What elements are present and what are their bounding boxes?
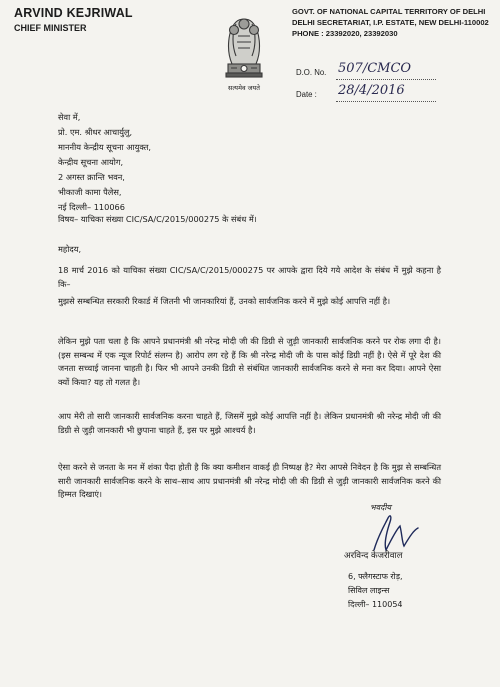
sender-title: CHIEF MINISTER	[14, 23, 87, 33]
date-underline	[336, 101, 436, 102]
recipient-line: 2 अगस्त क्रान्ति भवन,	[58, 172, 125, 182]
office-line: GOVT. OF NATIONAL CAPITAL TERRITORY OF DELHI	[292, 7, 486, 16]
date-value: 28/4/2016	[338, 83, 405, 98]
recipient-line: नई दिल्ली– 110066	[58, 202, 125, 212]
salutation: महोदय,	[58, 244, 82, 254]
closing-salutation: भवदीय	[370, 503, 392, 512]
recipient-line: सेवा में,	[58, 112, 81, 122]
office-line: PHONE : 23392020, 23392030	[292, 29, 398, 38]
paragraph: आप मेरी तो सारी जानकारी सार्वजनिक करना चाहते हैं, जिसमें मुझे कोई आपत्ति नहीं है। लेकिन प्रधानमंत्री श्री नरेन्द्र मोदी जी की डिग्री से जुड़ी जानकारी भी छुपाना चाहते हैं, इस पर मुझे आश्चर्य है।	[58, 411, 441, 435]
sender-home-address	[348, 570, 403, 612]
subject-line: विषय– याचिका संख्या CIC/SA/C/2015/000275 के संबंध में।	[58, 214, 257, 224]
recipient-line: केन्द्रीय सूचना आयोग,	[58, 157, 124, 167]
state-emblem-icon	[212, 6, 276, 94]
paragraph: ऐसा करने से जनता के मन में शंका पैदा होती है कि क्या कमीशन वाकई ही निष्पक्ष है? मेरा आपसे निवेदन है कि मुझ से सम्बन्धित सारी जानकारी सार्वजनिक करने के साथ–साथ आप प्रधानमंत्री श्री नरेन्द्र मोदी जी की डिग्री से जुड़ी जानकारी सार्वजनिक करने की हिम्मत दिखाएं।	[58, 462, 441, 499]
address-line: दिल्ली– 110054	[348, 600, 403, 609]
recipient-line: माननीय केन्द्रीय सूचना आयुक्त,	[58, 142, 151, 152]
signer-name: अरविन्द केजरीवाल	[344, 551, 403, 561]
office-address	[292, 6, 492, 39]
sender-name: ARVIND KEJRIWAL	[14, 6, 133, 20]
address-line: सिविल लाइन्स	[348, 586, 390, 595]
date-label: Date :	[296, 90, 317, 99]
paragraph: मुझसे सम्बन्धित सरकारी रिकार्ड में जितनी भी जानकारियां हैं, उनको सार्वजनिक करने में मुझे कोई आपत्ति नहीं है।	[58, 296, 391, 306]
paragraph: लेकिन मुझे पता चला है कि आपने प्रधानमंत्री श्री नरेन्द्र मोदी जी की डिग्री से जुड़ी जानकारी सार्वजनिक करने पर रोक लगा दी है। (इस सम्बन्ध में एक न्यूज रिपोर्ट संलग्न है) आरोप लग रहे हैं कि श्री नरेन्द्र मोदी जी के पास कोई डिग्री नहीं है। ऐसे में पूरे देश की जनता सच्चाई जानना चाहती है। फिर भी आपने उनकी डिग्री से संबंधित जानकारी सार्वजनिक करने से मना कर दिया। आपने ऐसा क्यों किया? यह तो गलत है।	[58, 336, 441, 387]
do-number-label: D.O. No.	[296, 68, 327, 77]
emblem-motto: सत्यमेव जयते	[228, 84, 260, 92]
office-line: DELHI SECRETARIAT, I.P. ESTATE, NEW DELHI-110002	[292, 18, 489, 27]
recipient-line: प्रो. एम. श्रीधर आचार्युलु,	[58, 127, 133, 137]
paragraph: 18 मार्च 2016 को याचिका संख्या CIC/SA/C/2015/000275 पर आपके द्वारा दिये गये आदेश के संबंध में मुझे कहना है कि–	[58, 265, 441, 289]
recipient-address	[58, 110, 151, 215]
recipient-line: भीकाजी कामा पैलेस,	[58, 187, 122, 197]
do-number-underline	[336, 79, 436, 80]
do-number-value: 507/CMCO	[338, 61, 412, 76]
address-line: 6, फ्लैगस्टाफ रोड़,	[348, 572, 403, 581]
